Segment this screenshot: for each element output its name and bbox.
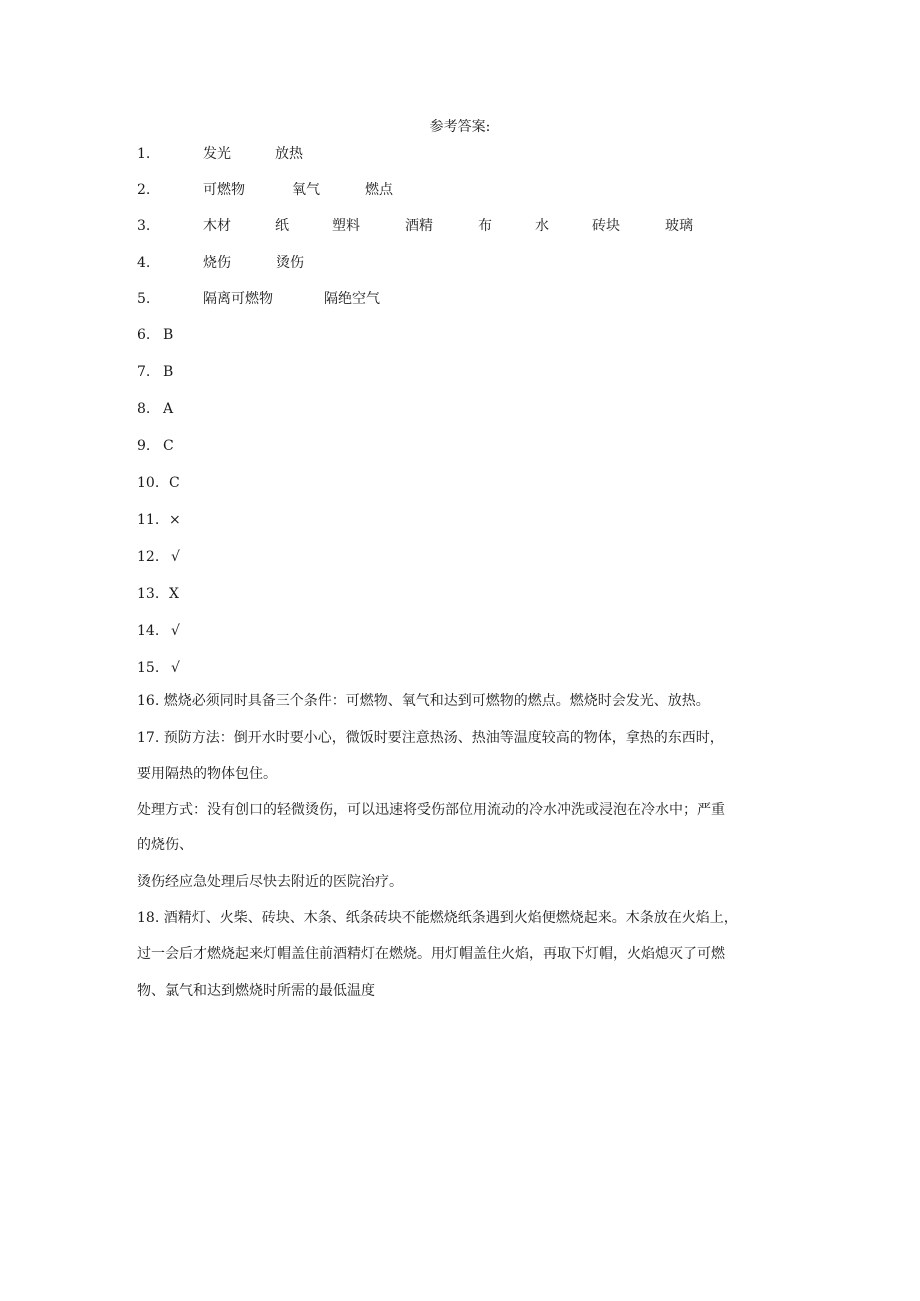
question-number: 2. bbox=[137, 182, 151, 198]
answer-text: B bbox=[163, 327, 174, 343]
answer-row-13 bbox=[137, 583, 179, 605]
answer-text: × bbox=[169, 512, 181, 528]
answer-row-14 bbox=[137, 620, 180, 642]
answer-row-1 bbox=[137, 143, 303, 165]
answer-text: √ bbox=[171, 660, 180, 676]
answer-row-8 bbox=[137, 398, 174, 420]
answer-row-4 bbox=[137, 252, 304, 274]
answer-row-7 bbox=[137, 361, 174, 383]
answer-text: 可燃物 bbox=[203, 182, 245, 198]
question-number: 7. bbox=[137, 364, 151, 380]
question-number: 10. bbox=[137, 475, 160, 491]
answer-text: 水 bbox=[535, 218, 549, 234]
answer-text: 木材 bbox=[203, 218, 231, 234]
answer-text: A bbox=[163, 401, 174, 417]
question-number: 1. bbox=[137, 146, 151, 162]
question-number: 15. bbox=[137, 660, 160, 676]
answer-text: 发光 bbox=[203, 146, 231, 162]
answer-paragraph-17-line: 17. 预防方法：倒开水时要小心，微饭时要注意热汤、热油等温度较高的物体，拿热的东西时， bbox=[137, 730, 724, 746]
answer-row-12 bbox=[137, 546, 180, 568]
answer-text: 燃点 bbox=[365, 182, 393, 198]
answer-row-10 bbox=[137, 472, 180, 494]
question-number: 4. bbox=[137, 255, 151, 271]
answer-text: 烧伤 bbox=[203, 255, 231, 271]
answer-text: C bbox=[163, 438, 174, 454]
answer-text: 砖块 bbox=[592, 218, 620, 234]
answer-text: √ bbox=[171, 549, 180, 565]
answer-text: B bbox=[163, 364, 174, 380]
answer-row-11 bbox=[137, 509, 181, 531]
answer-text: 放热 bbox=[275, 146, 303, 162]
question-number: 5. bbox=[137, 291, 151, 307]
answer-row-6 bbox=[137, 324, 174, 346]
answer-text: 布 bbox=[478, 218, 492, 234]
answer-paragraph-18-line: 过一会后才燃烧起来灯帽盖住前酒精灯在燃烧。用灯帽盖住火焰，再取下灯帽，火焰熄灭了可燃 bbox=[137, 946, 725, 962]
answer-text: 玻璃 bbox=[665, 218, 693, 234]
answer-row-9 bbox=[137, 435, 174, 457]
question-number: 8. bbox=[137, 401, 151, 417]
answer-text: 隔离可燃物 bbox=[203, 291, 273, 307]
answer-text: 塑料 bbox=[332, 218, 360, 234]
answer-row-5 bbox=[137, 288, 380, 310]
page-title: 参考答案: bbox=[429, 119, 491, 135]
question-number: 12. bbox=[137, 549, 160, 565]
answer-paragraph-18-line: 物、氯气和达到燃烧时所需的最低温度 bbox=[137, 983, 375, 999]
question-number: 9. bbox=[137, 438, 151, 454]
question-number: 3. bbox=[137, 218, 151, 234]
answer-paragraph-17-line: 要用隔热的物体包住。 bbox=[137, 766, 277, 782]
question-number: 6. bbox=[137, 327, 151, 343]
answer-paragraph-16: 16. 燃烧必须同时具备三个条件：可燃物、氧气和达到可燃物的燃点。燃烧时会发光、放热。 bbox=[137, 693, 710, 709]
answer-text: 隔绝空气 bbox=[324, 291, 380, 307]
answer-row-3 bbox=[137, 215, 693, 237]
answer-text: X bbox=[169, 586, 179, 602]
answer-text: 纸 bbox=[275, 218, 289, 234]
answer-row-15 bbox=[137, 657, 180, 679]
answer-text: C bbox=[169, 475, 180, 491]
question-number: 13. bbox=[137, 586, 160, 602]
answer-paragraph-17-line: 烫伤经应急处理后尽快去附近的医院治疗。 bbox=[137, 874, 403, 890]
answer-text: 氧气 bbox=[292, 182, 320, 198]
answer-text: 酒精 bbox=[405, 218, 433, 234]
answer-text: 烫伤 bbox=[276, 255, 304, 271]
answer-paragraph-17-line: 的烧伤、 bbox=[137, 837, 193, 853]
answer-paragraph-18-line: 18. 酒精灯、火柴、砖块、木条、纸条砖块不能燃烧纸条遇到火焰便燃烧起来。木条放在火焰上， bbox=[137, 910, 738, 926]
answer-paragraph-17-line: 处理方式：没有创口的轻微烫伤，可以迅速将受伤部位用流动的冷水冲洗或浸泡在冷水中；严重 bbox=[137, 802, 725, 818]
question-number: 11. bbox=[137, 512, 160, 528]
question-number: 14. bbox=[137, 623, 160, 639]
answer-row-2 bbox=[137, 179, 393, 201]
answer-text: √ bbox=[171, 623, 180, 639]
